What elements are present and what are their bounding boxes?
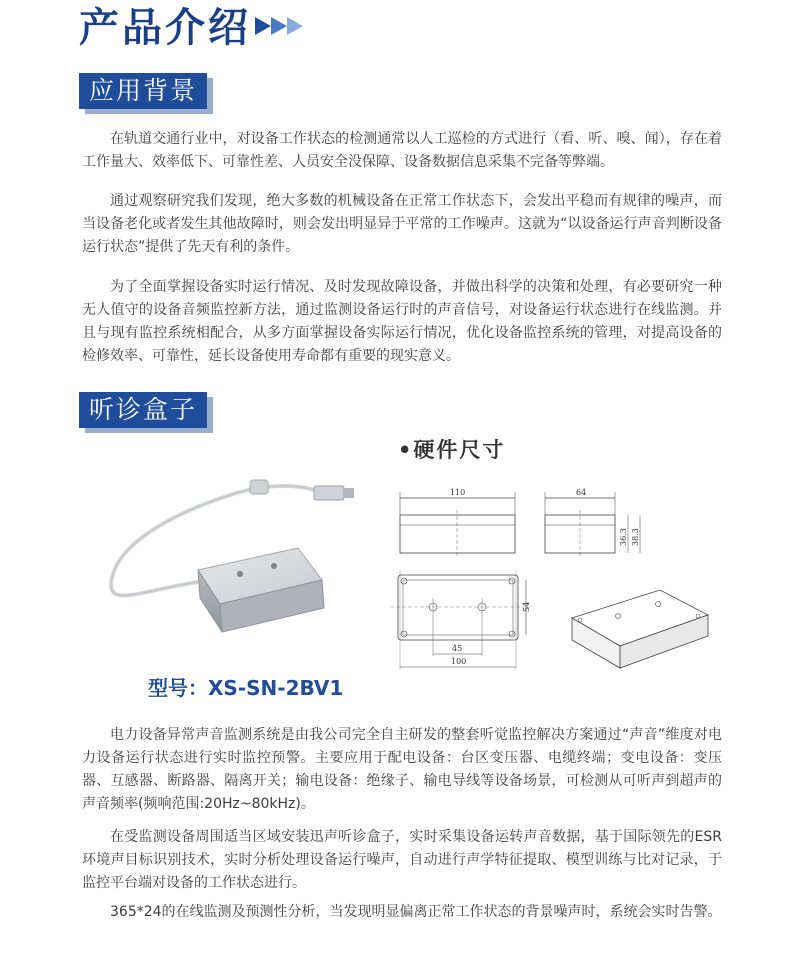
section-heading-background: 应用背景 — [79, 73, 207, 109]
page-title: 产品介绍 — [79, 5, 251, 51]
product-paragraph: 365*24的在线监测及预测性分析，当发现明显偏离正常工作状态的背景噪声时，系统会实时告警。 — [110, 904, 722, 920]
dim-hole-length: 100 — [451, 657, 467, 666]
product-paragraph: 电力设备异常声音监测系统是由我公司完全自主研发的整套听觉监控解决方案通过“声音”维度对电力设备运行状态进行实时监控预警。主要应用于配电设备：台区变压器、电缆终端；变电设备：变压器、互感器、断路器、隔离开关；输电设备：绝缘子、输电导线等设备场景，可检测从可听声到超声的声音频率(频响范围:20Hz~80kHz)。 — [82, 727, 722, 812]
product-paragraph: 在受监测设备周围适当区域安装迅声听诊盒子，实时采集设备运转声音数据，基于国际领先的ESR环境声目标识别技术，实时分析处理设备运行噪声，自动进行声学特征提取、模型训练与比对记录，于监控平台端对设备的工作状态进行。 — [82, 829, 722, 891]
product-model: 型号：XS-SN-2BV1 — [148, 676, 344, 700]
dim-depth: 54 — [522, 601, 531, 612]
product-photo — [100, 470, 360, 660]
background-paragraph: 为了全面掌握设备实时运行情况、及时发现故障设备，并做出科学的决策和处理，有必要研究一种无人值守的设备音频监控新方法，通过监测设备运行时的声音信号，对设备运行状态进行在线监测。并且与现有监控系统相配合，从多方面掌握设备实际运行情况，优化设备监控系统的管理，对提高设备的检修效率、可靠性，延长设备使用寿命都有重要的现实意义。 — [82, 279, 722, 364]
hardware-size-title: •硬件尺寸 — [398, 438, 506, 462]
background-paragraph: 在轨道交通行业中，对设备工作状态的检测通常以人工巡检的方式进行（看、听、嗅、闻），存在着工作量大、效率低下、可靠性差、人员安全没保障、设备数据信息采集不完备等弊端。 — [82, 131, 722, 170]
dim-height-1: 36.3 — [619, 528, 628, 546]
dim-length: 110 — [450, 488, 466, 497]
dim-height-2: 38.3 — [631, 528, 640, 546]
dimension-drawings — [390, 480, 720, 680]
section-heading-stethoscope-box: 听诊盒子 — [79, 392, 207, 428]
triple-arrow-icon — [255, 15, 307, 37]
dim-hole-spacing: 45 — [452, 644, 463, 653]
background-paragraph: 通过观察研究我们发现，绝大多数的机械设备在正常工作状态下，会发出平稳而有规律的噪声，而当设备老化或者发生其他故障时，则会发出明显异于平常的工作噪声。这就为“以设备运行声音判断设备运行状态”提供了先天有利的条件。 — [82, 193, 722, 255]
dim-width: 64 — [576, 488, 587, 497]
